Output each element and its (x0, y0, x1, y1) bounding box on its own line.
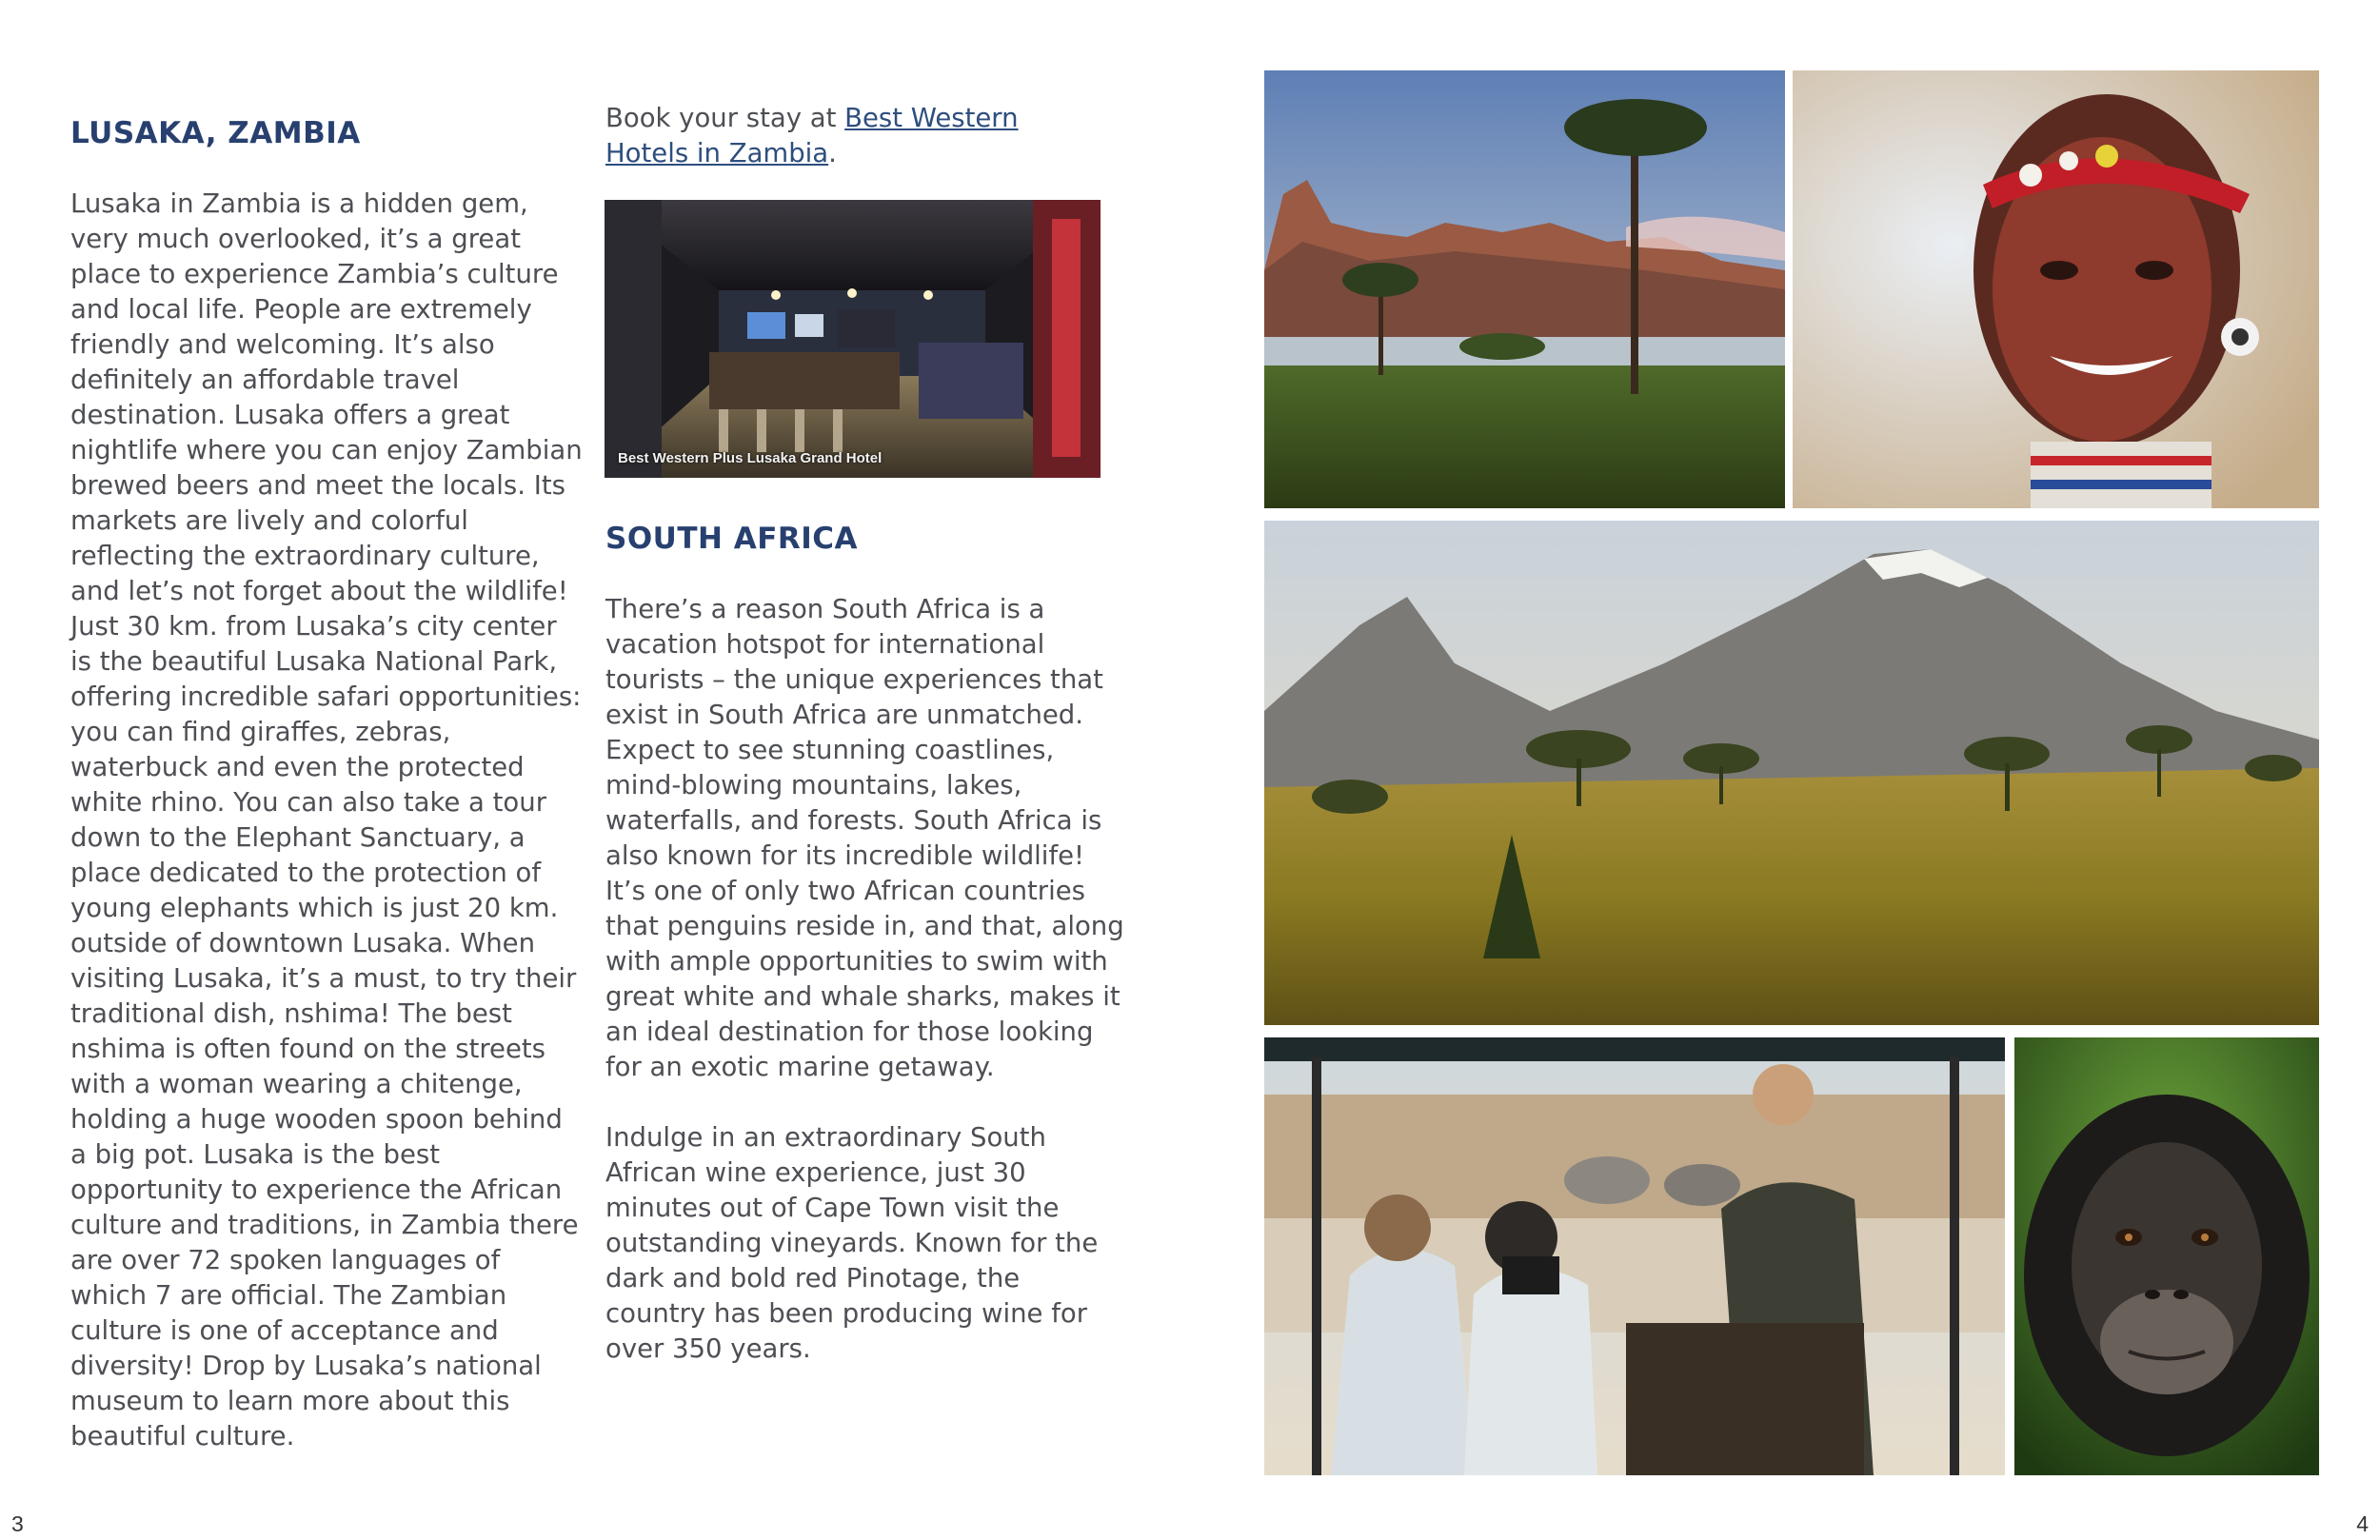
kilimanjaro-savanna-photo (1264, 521, 2319, 1025)
chimpanzee-photo (2014, 1037, 2319, 1475)
page-number-right: 4 (2356, 1511, 2369, 1536)
page-number-left: 3 (11, 1511, 24, 1536)
lusaka-section (70, 116, 585, 1454)
safari-rhino-viewing-photo (1264, 1037, 2005, 1475)
south-africa-para-1: There’s a reason South Africa is a vacation hotspot for international tourists – the unique experiences that exist in South Africa are unmatched. Expect to see stunning coastlines, mind-blowing mountains, lakes, waterfalls, and forests. South Africa is also known for its incredible wildlife! It’s one of only two African countries that penguins reside in, and that, along with ample opportunities to swim with great white and whale sharks, makes it an ideal destination for those looking for an exotic marine getaway. (605, 594, 1124, 1082)
booking-suffix: . (828, 138, 837, 168)
hotel-photo-caption: Best Western Plus Lusaka Grand Hotel (618, 450, 883, 466)
cape-town-landscape-photo (1264, 70, 1785, 508)
booking-text (605, 101, 1043, 171)
south-africa-section (605, 522, 1124, 1367)
south-africa-para-2: Indulge in an extraordinary South African wine experience, just 30 minutes out of Cape Town visit the outstanding vineyards. Known for the dark and bold red Pinotage, the country has been producing wine for over 350 years. (605, 1122, 1099, 1364)
best-western-zambia-link[interactable]: Best Western Hotels in Zambia (605, 103, 1019, 168)
booking-prefix: Book your stay at (605, 103, 845, 133)
hotel-bar-illustration (605, 200, 1101, 478)
lusaka-heading: LUSAKA, ZAMBIA (70, 116, 361, 150)
south-africa-heading: SOUTH AFRICA (605, 522, 859, 556)
booking-line (605, 101, 1124, 171)
lusaka-body: Lusaka in Zambia is a hidden gem, very much overlooked, it’s a great place to experience Zambia’s culture and local life. People are extremely friendly and welcoming. It’s also definitely an affordable travel destination. Lusaka offers a great nightlife where you can enjoy Zambian brewed beers and meet the locals. Its markets are lively and colorful reflecting the extraordinary culture, and let’s not forget about the wildlife! Just 30 km. from Lusaka’s city center is the beautiful Lusaka National Park, offering incredible safari opportunities: you can find giraffes, zebras, waterbuck and even the protected white rhino. You can also take a tour down to the Elephant Sanctuary, a place dedicated to the protection of young elephants which is just 20 km. outside of downtown Lusaka. When visiting Lusaka, it’s a must, to try their traditional dish, nshima! The best nshima is often found on the streets with a woman wearing a chitenge, holding a huge wooden spoon behind a big pot. Lusaka is the best opportunity to experience the African culture and traditions, in Zambia there are over 72 spoken languages of which 7 are official. The Zambian culture is one of acceptance and diversity! Drop by Lusaka’s national museum to learn more about this beautiful culture. (70, 188, 583, 1451)
maasai-warrior-photo (1793, 70, 2319, 508)
hotel-bar-photo (605, 200, 1101, 478)
